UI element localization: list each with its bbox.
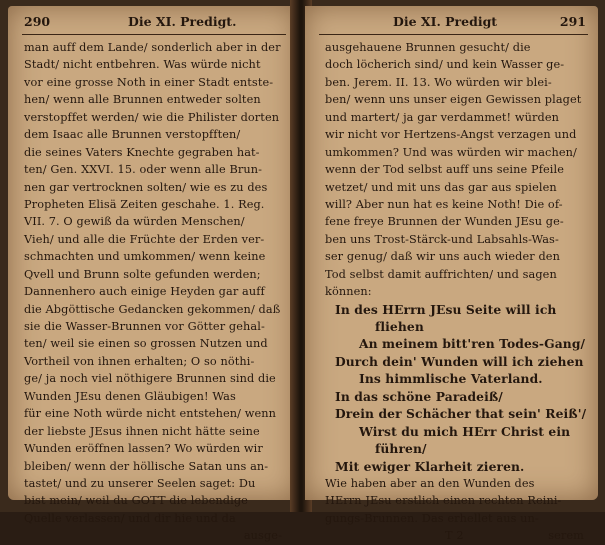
text-line: Vieh/ und alle die Früchte der Erden ver- bbox=[24, 232, 265, 246]
hymn-line: Durch dein' Wunden will ich ziehen bbox=[335, 353, 584, 369]
text-line: dem Isaac alle Brunnen verstopfften/ bbox=[24, 128, 241, 142]
text-line: wir nicht vor Hertzens-Angst verzagen und bbox=[325, 128, 577, 142]
text-line: Dannenhero auch einige Heyden gar auff bbox=[24, 285, 265, 299]
text-line: gungs-Brunnen. Das erhellet aus un- bbox=[325, 511, 539, 525]
text-line: verstopffet werden/ wie die Philister dorten bbox=[24, 110, 280, 124]
text-line: VII. 7. O gewiß da würden Menschen/ bbox=[24, 215, 245, 229]
text-line: und martert/ ja gar verdammet! würden bbox=[325, 110, 560, 124]
hymn-line: führen/ bbox=[375, 441, 427, 457]
text-line: können: bbox=[325, 285, 372, 299]
right-catchword: serem bbox=[548, 529, 584, 543]
text-line: HErrn JEsu erstlich einen rechten Reini- bbox=[325, 494, 562, 508]
text-line: man auff dem Lande/ sonderlich aber in der bbox=[24, 41, 281, 54]
text-line: ausgehauene Brunnen gesucht/ die bbox=[325, 41, 531, 54]
text-line: umkommen? Und was würden wir machen/ bbox=[325, 145, 577, 159]
right-running-title: Die XI. Predigt bbox=[393, 14, 498, 29]
text-line: ten/ Gen. XXVI. 15. oder wenn alle Brun- bbox=[24, 163, 263, 177]
text-line: tastet/ und zu unserer Seelen saget: Du bbox=[24, 476, 256, 490]
text-line: bleiben/ wenn der höllische Satan uns an- bbox=[24, 459, 269, 473]
hymn-line: fliehen bbox=[375, 319, 424, 334]
text-line: schmachten und umkommen/ wenn keine bbox=[24, 250, 266, 264]
text-line: ben/ wenn uns unser eigen Gewissen plaget bbox=[325, 93, 582, 107]
right-page-header bbox=[305, 14, 598, 32]
text-line: vor eine grosse Noth in einer Stadt entste- bbox=[24, 75, 274, 89]
text-line: bist mein/ weil du GOTT die lebendige bbox=[24, 494, 248, 508]
text-line: ben. Jerem. II. 13. Wo würden wir blei- bbox=[325, 75, 552, 89]
text-line: Quelle verlassen/ und dir hie und da bbox=[24, 511, 236, 525]
text-line: ser genug/ daß wir uns auch wieder den bbox=[325, 250, 560, 264]
text-line: wetzet/ und mit uns das gar aus spielen bbox=[325, 180, 557, 194]
text-line: ben uns Trost-Stärck-und Labsahls-Was- bbox=[325, 232, 559, 246]
hymn-line: Ins himmlische Vaterland. bbox=[359, 371, 543, 387]
right-page-number: 291 bbox=[559, 14, 586, 29]
left-page-number: 290 bbox=[24, 14, 51, 29]
left-page bbox=[8, 6, 296, 543]
text-line: wenn der Tod selbst auff uns seine Pfeile bbox=[325, 163, 564, 177]
left-running-title: Die XI. Predigt. bbox=[128, 14, 237, 29]
text-line: sie die Wasser-Brunnen vor Götter gehal- bbox=[24, 320, 265, 333]
text-line: Tod selbst damit auffrichten/ und sagen bbox=[325, 267, 557, 281]
text-line: Vortheil von ihnen erhalten; O so nöthi- bbox=[24, 354, 255, 368]
text-line: hen/ wenn alle Brunnen entweder solten bbox=[24, 93, 261, 107]
left-catchword: ausge- bbox=[243, 529, 282, 543]
right-page bbox=[305, 6, 598, 543]
text-line: der liebste JEsus ihnen nicht hätte seine bbox=[24, 424, 260, 438]
hymn-line: An meinem bitt'ren Todes-Gang/ bbox=[359, 336, 586, 352]
text-line: ten/ weil sie einen so grossen Nutzen und bbox=[24, 337, 268, 351]
left-header-rule bbox=[22, 34, 286, 35]
left-page-text bbox=[24, 39, 286, 545]
text-line: nen gar vertrocknen solten/ wie es zu des bbox=[24, 180, 268, 194]
hymn-line: In des HErrn JEsu Seite will ich bbox=[335, 301, 557, 317]
right-page-text bbox=[325, 39, 588, 545]
text-line: Propheten Elisä Zeiten geschahe. 1. Reg. bbox=[24, 197, 265, 211]
text-line: Wunden JEsu denen Gläubigen! Was bbox=[24, 389, 236, 403]
text-line: doch löcherich sind/ und kein Wasser ge- bbox=[325, 58, 565, 72]
text-line: Qvell und Brunn solte gefunden werden; bbox=[24, 267, 261, 281]
text-line: die seines Vaters Knechte gegraben hat- bbox=[24, 145, 260, 159]
text-line: Wie haben aber an den Wunden des bbox=[325, 476, 535, 490]
text-line: für eine Noth würde nicht entstehen/ wenn bbox=[24, 407, 277, 421]
text-line: will? Aber nun hat es keine Noth! Die of- bbox=[325, 197, 563, 211]
signature-line bbox=[325, 527, 588, 544]
text-line: Wunden eröffnen lassen? Wo würden wir bbox=[24, 442, 263, 456]
hymn-line: In das schöne Paradeiß/ bbox=[335, 388, 503, 404]
left-page-header bbox=[8, 14, 296, 32]
text-line: ge/ ja noch viel nöthigere Brunnen sind die bbox=[24, 372, 276, 386]
text-line: die Abgöttische Gedancken gekommen/ daß bbox=[24, 302, 281, 316]
text-line: fene freye Brunnen der Wunden JEsu ge- bbox=[325, 215, 564, 229]
hymn-line: Mit ewiger Klarheit zieren. bbox=[335, 458, 525, 474]
hymn-line: Drein der Schächer that sein' Reiß'/ bbox=[335, 406, 587, 422]
hymn-line: Wirst du mich HErr Christ ein bbox=[359, 423, 571, 439]
text-line: Stadt/ nicht entbehren. Was würde nicht bbox=[24, 58, 261, 72]
right-header-rule bbox=[319, 34, 588, 35]
signature-mark: T 2 bbox=[445, 529, 464, 543]
